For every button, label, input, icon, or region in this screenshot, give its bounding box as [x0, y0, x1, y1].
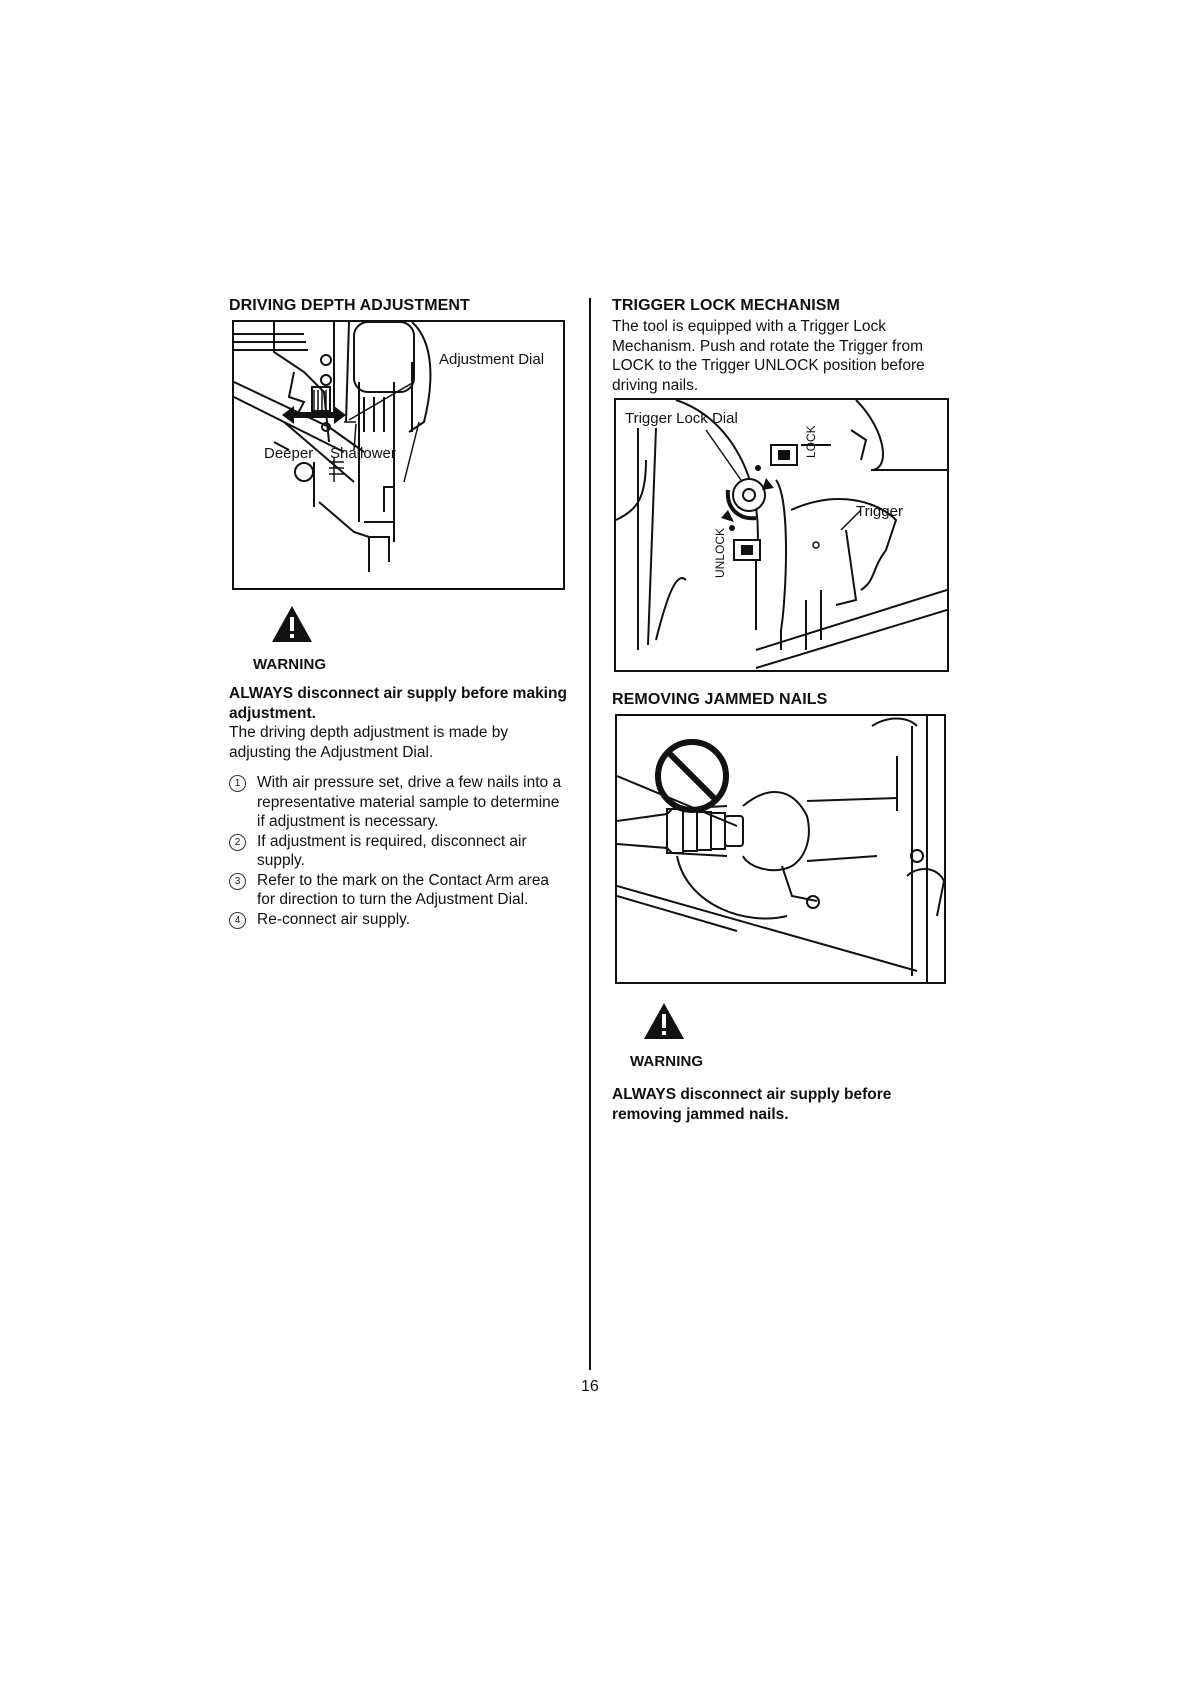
step-text: Refer to the mark on the Contact Arm area for direction to turn the Adjustment Dial. [257, 871, 550, 908]
step-number: 1 [229, 775, 246, 792]
step-text: If adjustment is required, disconnect air supply. [257, 832, 527, 869]
step-2 [229, 832, 569, 871]
page-number: 16 [581, 1378, 599, 1395]
step-text: With air pressure set, drive a few nails into a representative material sample to determine if adjustment is necessary. [257, 774, 562, 830]
trigger-lock-figure [614, 398, 949, 672]
adjustment-description: The driving depth adjustment is made by adjusting the Adjustment Dial. [229, 724, 509, 761]
lock-label: LOCK [804, 425, 818, 458]
step-3 [229, 871, 569, 910]
adjustment-steps [229, 773, 569, 929]
warning-triangle-icon [270, 604, 314, 644]
warning-label-left: WARNING [253, 656, 327, 673]
step-number: 2 [229, 834, 246, 851]
trigger-lock-dial-label: Trigger Lock Dial [625, 410, 738, 427]
trigger-label: Trigger [856, 503, 903, 520]
column-divider [589, 298, 591, 1370]
adjustment-dial-label: Adjustment Dial [439, 351, 545, 368]
unlock-label: UNLOCK [713, 527, 727, 578]
air-hose-disconnect-illustration [617, 716, 944, 982]
jammed-nails-heading: REMOVING JAMMED NAILS [612, 691, 828, 708]
warning-triangle-icon [642, 1001, 686, 1041]
step-text: Re-connect air supply. [257, 910, 411, 928]
step-1 [229, 773, 569, 832]
trigger-lock-illustration [616, 400, 947, 670]
warning-bold-text-left: ALWAYS disconnect air supply before making adjustment. [229, 685, 567, 722]
step-4 [229, 910, 569, 930]
trigger-lock-heading: TRIGGER LOCK MECHANISM [612, 297, 840, 314]
driving-depth-heading: DRIVING DEPTH ADJUSTMENT [229, 297, 470, 314]
shallower-label: Shallower [330, 445, 396, 462]
jammed-nails-figure [615, 714, 946, 984]
driving-depth-figure [232, 320, 565, 590]
warning-label-right: WARNING [630, 1053, 704, 1070]
deeper-label: Deeper [264, 445, 314, 462]
prohibition-icon [658, 742, 726, 810]
warning-bold-text-right: ALWAYS disconnect air supply before removing jammed nails. [612, 1086, 892, 1123]
step-number: 4 [229, 912, 246, 929]
step-number: 3 [229, 873, 246, 890]
trigger-lock-description: The tool is equipped with a Trigger Lock Mechanism. Push and rotate the Trigger from LOCK to the Trigger UNLOCK position before driving nails. [612, 318, 925, 394]
